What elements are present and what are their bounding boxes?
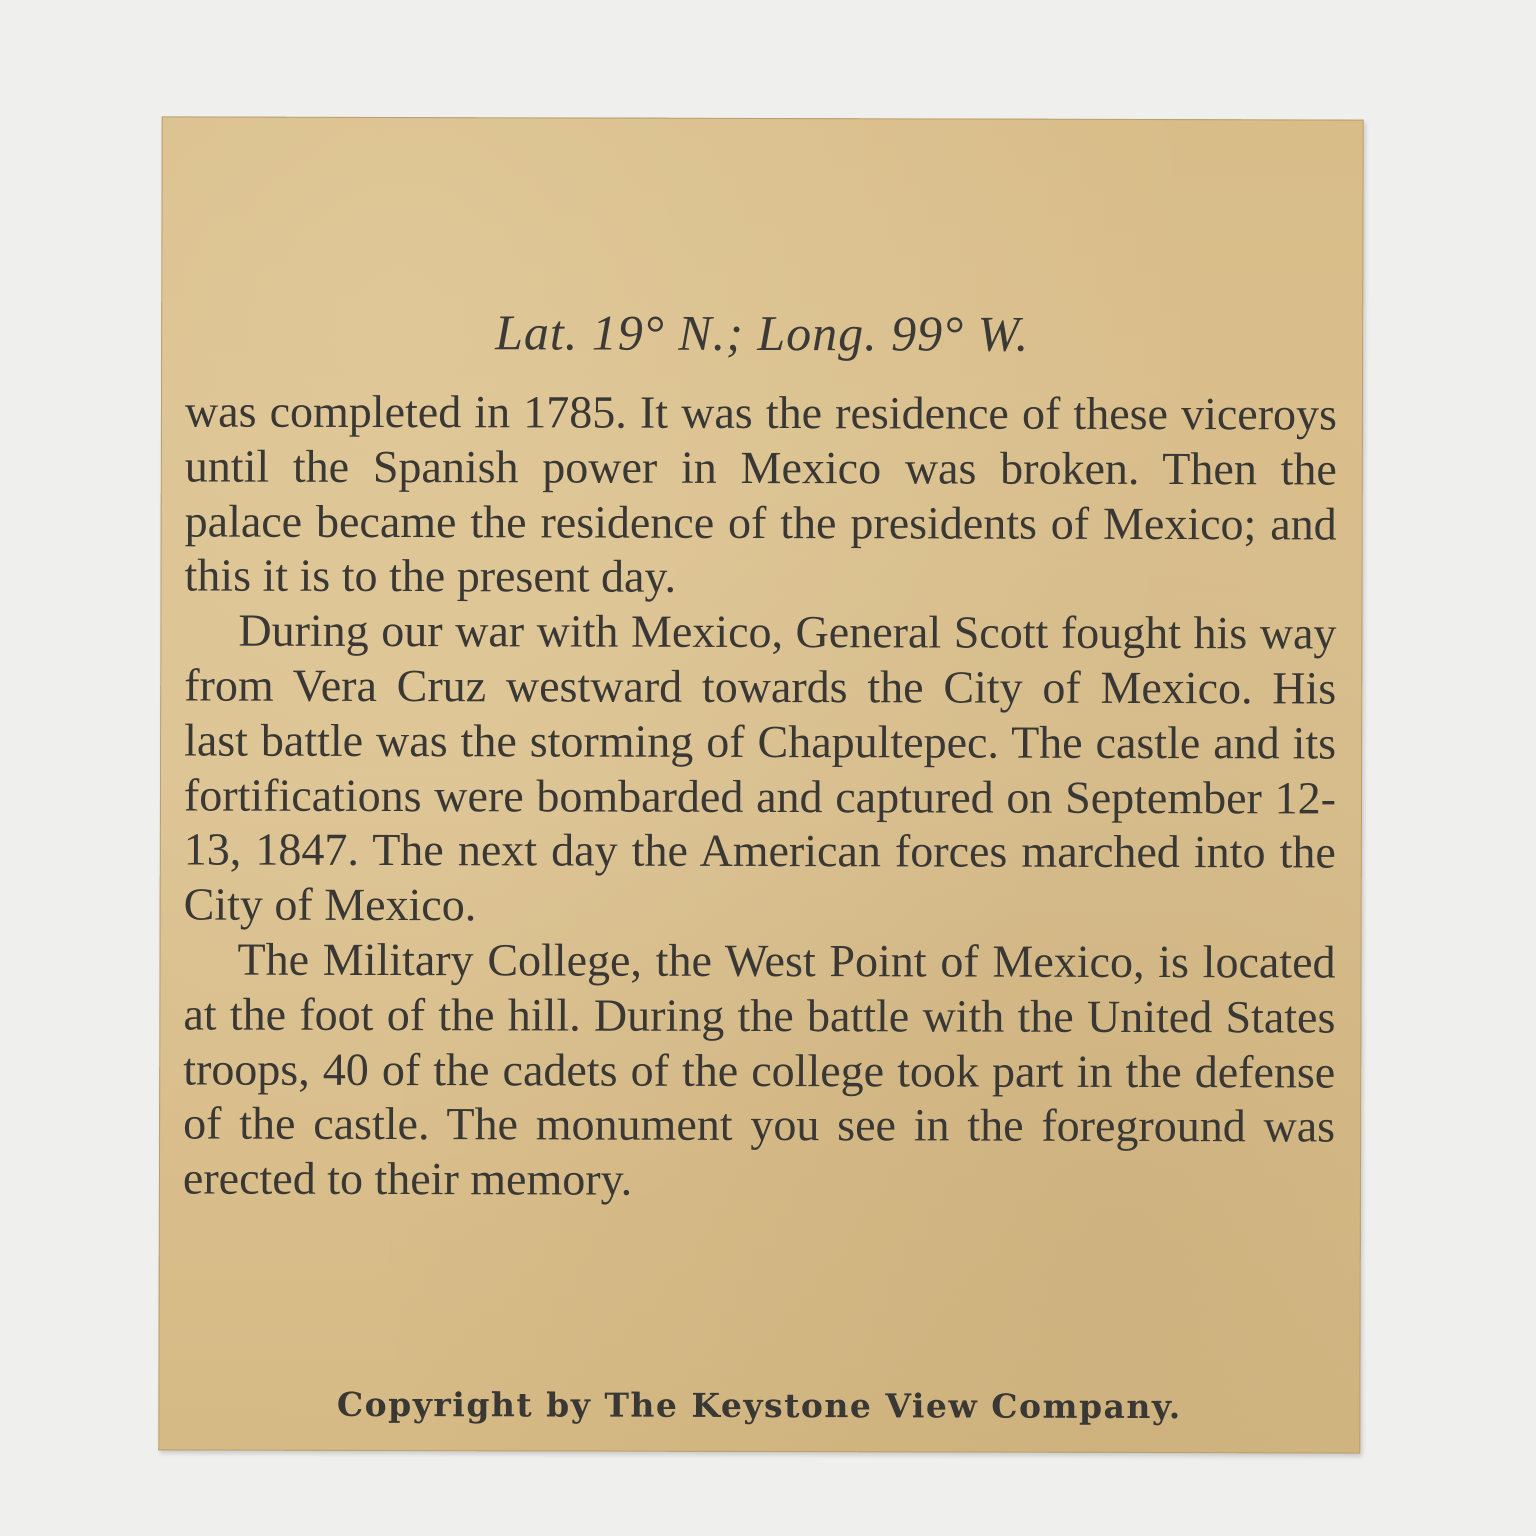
stereoview-card (158, 116, 1363, 1453)
copyright-line: Copyright by The Keystone View Company. (336, 1384, 1182, 1427)
paragraph-3: The Military College, the West Point of Mexico, is located at the foot of the hill. During the battle with the United States troops, 40 of the cadets of the college took part in the defense of the castle. The monument you see in the foreground was erected to their memory. (182, 933, 1336, 1205)
card-body-text (183, 384, 1337, 1209)
paragraph-1: was completed in 1785. It was the residence of these viceroys until the Spanish power in Mexico was broken. Then the palace became the residence of the presidents of Mexico; and this it is to the present day. (184, 385, 1338, 603)
paragraph-2: During our war with Mexico, General Scott fought his way from Vera Cruz westward towards the City of Mexico. His last battle was the storming of Chapultepec. The castle and its fortifications were bombarded and captured on September 12-13, 1847. The next day the American forces marched into the City of Mexico. (183, 604, 1337, 931)
coordinates-heading: Lat. 19° N.; Long. 99° W. (495, 304, 1030, 362)
